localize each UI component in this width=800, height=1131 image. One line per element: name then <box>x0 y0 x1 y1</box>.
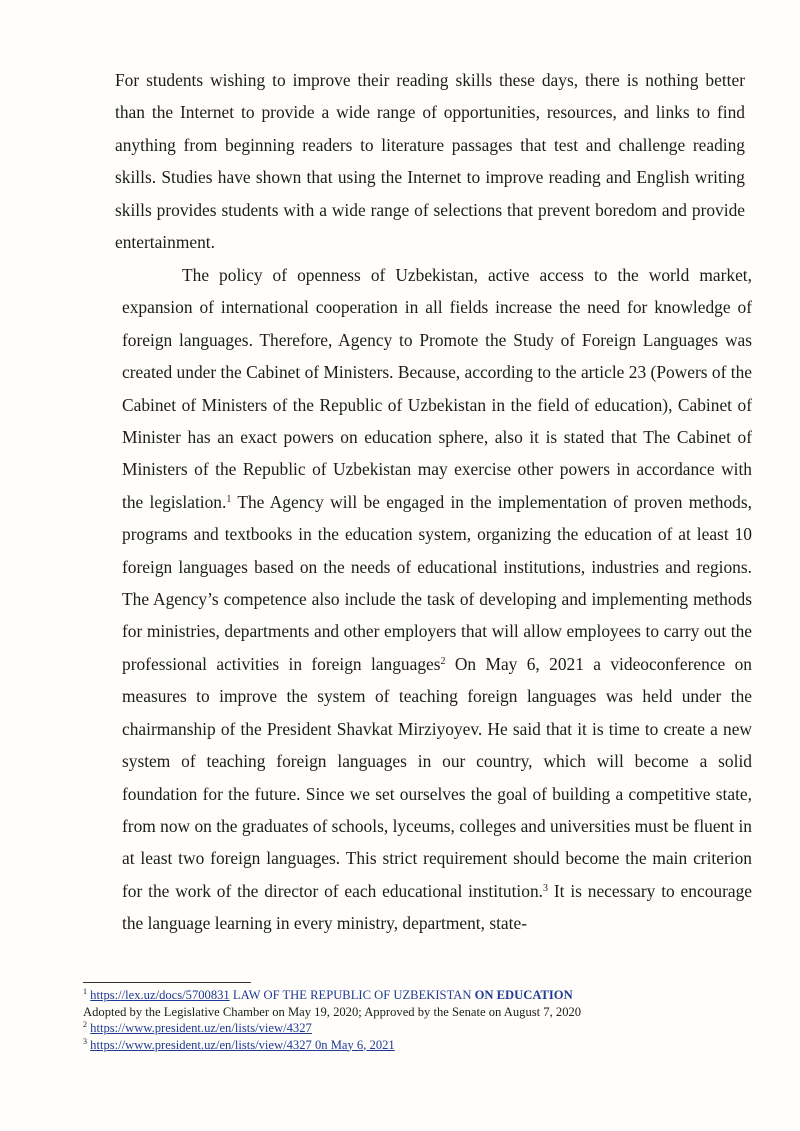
footnote-1-line2: Adopted by the Legislative Chamber on May 19, 2020; Approved by the Senate on August 7, 2020 <box>83 1004 582 1019</box>
paragraph-1 <box>115 64 745 258</box>
footnote-1-link[interactable]: https://lex.uz/docs/5700831 <box>90 988 230 1002</box>
footnote-separator <box>83 982 251 983</box>
footnote-ref-1[interactable]: 1 <box>226 493 232 505</box>
footnote-1-number: 1 <box>83 987 87 996</box>
footnote-1-title: LAW OF THE REPUBLIC OF UZBEKISTAN <box>229 988 475 1002</box>
footnote-1-title-bold: ON EDUCATION <box>474 988 573 1002</box>
footnote-ref-2[interactable]: 2 <box>440 655 446 667</box>
footnote-1 <box>83 987 763 1004</box>
footnote-3-number: 3 <box>83 1036 87 1046</box>
footnote-2 <box>83 1020 763 1037</box>
footnote-3 <box>83 1037 763 1054</box>
footnote-2-number: 2 <box>83 1020 87 1029</box>
paragraph-2 <box>122 259 752 940</box>
footnote-ref-3[interactable]: 3 <box>543 882 549 894</box>
paragraph-2-part4: It is necessary to encourage the language learning in every ministry, department, state- <box>122 880 753 934</box>
footnote-3-link[interactable]: https://www.president.uz/en/lists/view/4327 0n May 6, 2021 <box>90 1037 395 1052</box>
footnote-2-link[interactable]: https://www.president.uz/en/lists/view/4327 <box>90 1021 312 1035</box>
paragraph-2-part2: The Agency will be engaged in the implementation of proven methods, programs and textbooks in the education system, organizing the education of at least 10 foreign languages based on the needs of educational institutions, industries and regions. The Agency’s competence also include the task of developing and implementing methods for ministries, departments and other employers that will allow employees to carry out the professional activities in foreign languages <box>122 491 752 674</box>
paragraph-2-part1: The policy of openness of Uzbekistan, active access to the world market, expansion of international cooperation in all fields increase the need for knowledge of foreign languages. Therefore, Agency to Promote the Study of Foreign Languages was created under the Cabinet of Ministers. Because, according to the article 23 (Powers of the Cabinet of Ministers of the Republic of Uzbekistan in the field of education), Cabinet of Minister has an exact powers on education sphere, also it is stated that The Cabinet of Ministers of the Republic of Uzbekistan may exercise other powers in accordance with the legislation. <box>122 265 752 512</box>
footnotes <box>83 987 763 1053</box>
paragraph-1-text: For students wishing to improve their reading skills these days, there is nothing better than the Internet to provide a wide range of opportunities, resources, and links to find anything from beginning readers to literature passages that test and challenge reading skills. Studies have shown that using the Internet to improve reading and English writing skills provides students with a wide range of selections that prevent boredom and provide entertainment. <box>115 70 745 253</box>
paragraph-2-part3: On May 6, 2021 a videoconference on measures to improve the system of teaching foreign languages was held under the chairmanship of the President Shavkat Mirziyoyev. He said that it is time to create a new system of teaching foreign languages in our country, which will become a solid foundation for the future. Since we set ourselves the goal of building a competitive state, from now on the graduates of schools, lyceums, colleges and universities must be fluent in at least two foreign languages. This strict requirement should become the main criterion for the work of the director of each educational institution. <box>122 653 753 901</box>
